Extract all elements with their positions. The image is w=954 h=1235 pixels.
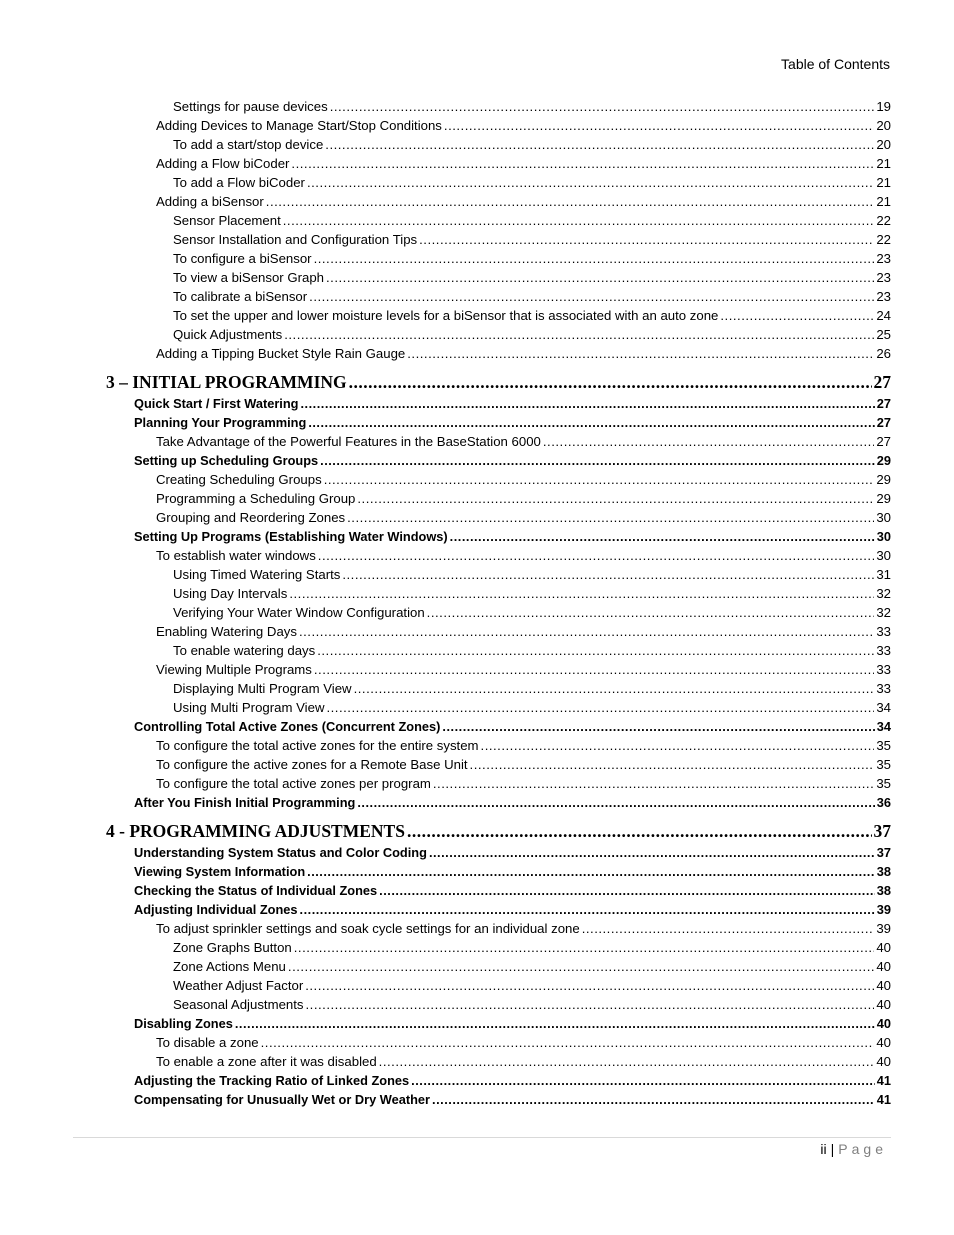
toc-entry[interactable]	[0, 862, 891, 881]
toc-entry-title: Adjusting Individual Zones	[134, 902, 298, 917]
toc-entry-page: 40	[876, 1016, 891, 1031]
toc-leader-dots	[429, 843, 875, 862]
toc-entry-title: Adding a Flow biCoder	[156, 156, 290, 171]
page-footer	[820, 1141, 887, 1157]
toc-entry[interactable]	[0, 938, 891, 957]
toc-entry-title: To enable watering days	[173, 643, 316, 658]
toc-entry-title: Creating Scheduling Groups	[156, 472, 322, 487]
toc-entry[interactable]	[0, 268, 891, 287]
toc-entry-title: Checking the Status of Individual Zones	[134, 883, 378, 898]
toc-entry[interactable]	[0, 736, 891, 755]
toc-entry-page: 25	[876, 327, 891, 342]
toc-entry-page: 40	[876, 1035, 891, 1050]
toc-entry-page: 33	[876, 624, 891, 639]
toc-entry-page: 39	[876, 902, 891, 917]
toc-entry-page: 30	[876, 548, 891, 563]
toc-entry-page: 32	[876, 586, 891, 601]
toc-entry[interactable]	[0, 679, 891, 698]
toc-entry-page: 21	[876, 194, 891, 209]
toc-entry[interactable]	[0, 660, 891, 679]
toc-entry[interactable]	[0, 97, 891, 116]
toc-entry-title: To configure the total active zones per program	[156, 776, 431, 791]
toc-entry[interactable]	[0, 881, 891, 900]
toc-entry-title: Weather Adjust Factor	[173, 978, 304, 993]
toc-leader-dots	[261, 1033, 875, 1052]
toc-entry-title: Disabling Zones	[134, 1016, 233, 1031]
toc-leader-dots	[307, 173, 874, 192]
toc-entry-page: 22	[876, 213, 891, 228]
toc-leader-dots	[357, 793, 874, 812]
toc-leader-dots	[342, 565, 874, 584]
toc-leader-dots	[379, 881, 875, 900]
toc-leader-dots	[314, 249, 875, 268]
toc-entry-title: Zone Actions Menu	[173, 959, 286, 974]
toc-entry-page: 37	[876, 845, 891, 860]
toc-entry-title: Verifying Your Water Window Configuration	[173, 605, 425, 620]
toc-entry-page: 33	[876, 662, 891, 677]
toc-leader-dots	[284, 325, 874, 344]
toc-entry-title: To configure a biSensor	[173, 251, 312, 266]
toc-entry-title: To enable a zone after it was disabled	[156, 1054, 377, 1069]
toc-leader-dots	[306, 995, 875, 1014]
toc-entry-page: 27	[876, 415, 891, 430]
toc-entry[interactable]	[0, 287, 891, 306]
toc-leader-dots	[318, 546, 875, 565]
toc-entry[interactable]	[0, 755, 891, 774]
toc-entry-title: Take Advantage of the Powerful Features in the BaseStation 6000	[156, 434, 541, 449]
toc-entry-page: 32	[876, 605, 891, 620]
toc-chapter-entry[interactable]	[0, 819, 891, 843]
toc-leader-dots	[314, 660, 874, 679]
toc-entry[interactable]	[0, 192, 891, 211]
toc-leader-dots	[289, 584, 874, 603]
toc-leader-dots	[299, 622, 874, 641]
toc-entry-page: 27	[876, 434, 891, 449]
toc-entry-page: 27	[873, 372, 891, 392]
toc-entry-title: Quick Adjustments	[173, 327, 283, 342]
toc-entry-page: 35	[876, 757, 891, 772]
toc-entry[interactable]	[0, 843, 891, 862]
toc-leader-dots	[324, 470, 875, 489]
toc-entry-page: 34	[876, 719, 891, 734]
toc-entry-title: To configure the active zones for a Remote Base Unit	[156, 757, 468, 772]
toc-entry-page: 40	[876, 997, 891, 1012]
toc-entry-page: 20	[876, 118, 891, 133]
toc-entry-title: Controlling Total Active Zones (Concurrent Zones)	[134, 719, 441, 734]
toc-entry-title: Adding a Tipping Bucket Style Rain Gauge	[156, 346, 406, 361]
toc-entry-page: 23	[876, 289, 891, 304]
toc-entry[interactable]	[0, 565, 891, 584]
toc-entry-title: Compensating for Unusually Wet or Dry Weather	[134, 1092, 431, 1107]
toc-leader-dots	[305, 976, 874, 995]
toc-entry-page: 21	[876, 156, 891, 171]
toc-entry-title: To disable a zone	[156, 1035, 259, 1050]
toc-entry[interactable]	[0, 173, 891, 192]
toc-entry[interactable]	[0, 116, 891, 135]
toc-leader-dots	[320, 451, 875, 470]
toc-entry[interactable]	[0, 976, 891, 995]
toc-entry[interactable]	[0, 344, 891, 363]
toc-entry-page: 29	[876, 491, 891, 506]
toc-leader-dots	[543, 432, 874, 451]
toc-leader-dots	[308, 413, 874, 432]
toc-leader-dots	[720, 306, 874, 325]
running-header: Table of Contents	[781, 56, 890, 72]
toc-leader-dots	[326, 698, 874, 717]
toc-entry-page: 23	[876, 251, 891, 266]
toc-entry[interactable]	[0, 641, 891, 660]
toc-entry[interactable]	[0, 957, 891, 976]
toc-entry[interactable]	[0, 698, 891, 717]
toc-entry[interactable]	[0, 211, 891, 230]
toc-entry-title: Adding a biSensor	[156, 194, 264, 209]
page-word: Page	[838, 1141, 887, 1157]
toc-entry-title: Using Multi Program View	[173, 700, 325, 715]
toc-entry-title: Adding Devices to Manage Start/Stop Conditions	[156, 118, 442, 133]
toc-entry-page: 20	[876, 137, 891, 152]
toc-leader-dots	[317, 641, 874, 660]
toc-leader-dots	[411, 1071, 875, 1090]
toc-leader-dots	[326, 268, 874, 287]
toc-entry-page: 19	[876, 99, 891, 114]
toc-entry[interactable]	[0, 1052, 891, 1071]
toc-entry-page: 36	[876, 795, 891, 810]
toc-leader-dots	[300, 900, 875, 919]
toc-entry-page: 39	[876, 921, 891, 936]
toc-leader-dots	[432, 1090, 875, 1109]
toc-leader-dots	[309, 287, 874, 306]
toc-entry-page: 40	[876, 959, 891, 974]
toc-entry-page: 21	[876, 175, 891, 190]
toc-entry[interactable]	[0, 432, 891, 451]
toc-leader-dots	[450, 527, 875, 546]
toc-entry[interactable]	[0, 470, 891, 489]
toc-entry[interactable]	[0, 995, 891, 1014]
toc-entry[interactable]	[0, 546, 891, 565]
toc-leader-dots	[283, 211, 875, 230]
toc-entry-page: 30	[876, 529, 891, 544]
toc-entry-title: Displaying Multi Program View	[173, 681, 352, 696]
toc-entry-title: Using Day Intervals	[173, 586, 288, 601]
toc-leader-dots	[301, 394, 875, 413]
toc-entry[interactable]	[0, 1071, 891, 1090]
toc-entry-page: 33	[876, 681, 891, 696]
toc-entry-page: 41	[876, 1092, 891, 1107]
toc-leader-dots	[379, 1052, 875, 1071]
toc-entry-title: Planning Your Programming	[134, 415, 307, 430]
toc-entry[interactable]	[0, 1014, 891, 1033]
toc-entry-page: 30	[876, 510, 891, 525]
toc-entry-title: Programming a Scheduling Group	[156, 491, 356, 506]
toc-entry[interactable]	[0, 230, 891, 249]
toc-leader-dots	[582, 919, 875, 938]
toc-leader-dots	[288, 957, 874, 976]
toc-entry-title: To establish water windows	[156, 548, 316, 563]
toc-entry-page: 29	[876, 453, 891, 468]
toc-leader-dots	[470, 755, 875, 774]
toc-entry-title: To add a start/stop device	[173, 137, 324, 152]
toc-entry-page: 35	[876, 738, 891, 753]
toc-entry-title: Enabling Watering Days	[156, 624, 297, 639]
toc-entry-title: To set the upper and lower moisture levels for a biSensor that is associated with an auto zone	[173, 308, 719, 323]
toc-leader-dots	[291, 154, 874, 173]
toc-entry-title: Settings for pause devices	[173, 99, 328, 114]
toc-leader-dots	[407, 344, 874, 363]
toc-entry-page: 34	[876, 700, 891, 715]
toc-entry-title: 3 – INITIAL PROGRAMMING	[106, 372, 347, 392]
toc-leader-dots	[349, 370, 872, 394]
footer-separator: |	[830, 1141, 835, 1157]
toc-entry-page: 37	[873, 821, 891, 841]
toc-leader-dots	[330, 97, 875, 116]
toc-entry-title: Sensor Installation and Configuration Tips	[173, 232, 418, 247]
toc-entry-title: Setting Up Programs (Establishing Water Windows)	[134, 529, 448, 544]
toc-entry-title: Zone Graphs Button	[173, 940, 292, 955]
toc-entry-page: 38	[876, 864, 891, 879]
toc-entry[interactable]	[0, 325, 891, 344]
toc-entry[interactable]	[0, 527, 891, 546]
toc-entry-page: 40	[876, 978, 891, 993]
toc-entry-title: Adjusting the Tracking Ratio of Linked Zones	[134, 1073, 410, 1088]
toc-entry-page: 26	[876, 346, 891, 361]
toc-leader-dots	[427, 603, 875, 622]
toc-entry[interactable]	[0, 306, 891, 325]
toc-entry[interactable]	[0, 1090, 891, 1109]
toc-entry-page: 22	[876, 232, 891, 247]
toc-leader-dots	[442, 717, 874, 736]
toc-entry-title: To calibrate a biSensor	[173, 289, 308, 304]
toc-chapter-entry[interactable]	[0, 370, 891, 394]
toc-entry[interactable]	[0, 603, 891, 622]
toc-entry-page: 23	[876, 270, 891, 285]
toc-entry-title: After You Finish Initial Programming	[134, 795, 356, 810]
toc-entry-title: Using Timed Watering Starts	[173, 567, 341, 582]
toc-entry-page: 33	[876, 643, 891, 658]
toc-entry-title: Sensor Placement	[173, 213, 281, 228]
toc-entry-page: 41	[876, 1073, 891, 1088]
toc-entry-title: To view a biSensor Graph	[173, 270, 324, 285]
toc-entry-title: To adjust sprinkler settings and soak cycle settings for an individual zone	[156, 921, 580, 936]
toc-leader-dots	[235, 1014, 875, 1033]
toc-entry-title: Viewing System Information	[134, 864, 306, 879]
toc-leader-dots	[294, 938, 875, 957]
toc-entry-title: Viewing Multiple Programs	[156, 662, 312, 677]
toc-entry-title: Grouping and Reordering Zones	[156, 510, 346, 525]
toc-leader-dots	[357, 489, 874, 508]
toc-leader-dots	[481, 736, 875, 755]
toc-entry-page: 40	[876, 1054, 891, 1069]
toc-entry[interactable]	[0, 622, 891, 641]
toc-entry[interactable]	[0, 900, 891, 919]
toc-leader-dots	[419, 230, 874, 249]
toc-entry-page: 35	[876, 776, 891, 791]
toc-entry[interactable]	[0, 394, 891, 413]
toc-entry-page: 29	[876, 472, 891, 487]
toc-entry-title: Seasonal Adjustments	[173, 997, 304, 1012]
toc-leader-dots	[444, 116, 874, 135]
toc-entry-page: 24	[876, 308, 891, 323]
toc-entry[interactable]	[0, 508, 891, 527]
page-number: ii	[820, 1141, 827, 1157]
footer-divider	[73, 1137, 891, 1138]
toc-entry[interactable]	[0, 919, 891, 938]
toc-entry[interactable]	[0, 793, 891, 812]
toc-leader-dots	[354, 679, 875, 698]
toc-entry-title: Quick Start / First Watering	[134, 396, 299, 411]
toc-leader-dots	[433, 774, 874, 793]
toc-entry[interactable]	[0, 135, 891, 154]
toc-entry[interactable]	[0, 774, 891, 793]
toc-entry[interactable]	[0, 451, 891, 470]
toc-entry[interactable]	[0, 717, 891, 736]
toc-entry-page: 31	[876, 567, 891, 582]
toc-leader-dots	[347, 508, 874, 527]
toc-entry-page: 40	[876, 940, 891, 955]
toc-leader-dots	[407, 819, 872, 843]
toc-leader-dots	[307, 862, 875, 881]
toc-entry[interactable]	[0, 584, 891, 603]
toc-entry-title: To configure the total active zones for the entire system	[156, 738, 479, 753]
toc-entry-title: Understanding System Status and Color Coding	[134, 845, 427, 860]
toc-entry-title: To add a Flow biCoder	[173, 175, 305, 190]
toc-entry[interactable]	[0, 249, 891, 268]
toc-entry-title: Setting up Scheduling Groups	[134, 453, 319, 468]
toc-entry[interactable]	[0, 413, 891, 432]
toc-entry[interactable]	[0, 154, 891, 173]
toc-entry-page: 38	[876, 883, 891, 898]
toc-entry-title: 4 - PROGRAMMING ADJUSTMENTS	[106, 821, 405, 841]
toc-entry[interactable]	[0, 489, 891, 508]
toc-leader-dots	[325, 135, 874, 154]
toc-entry-page: 27	[876, 396, 891, 411]
toc-leader-dots	[266, 192, 875, 211]
toc-entry[interactable]	[0, 1033, 891, 1052]
